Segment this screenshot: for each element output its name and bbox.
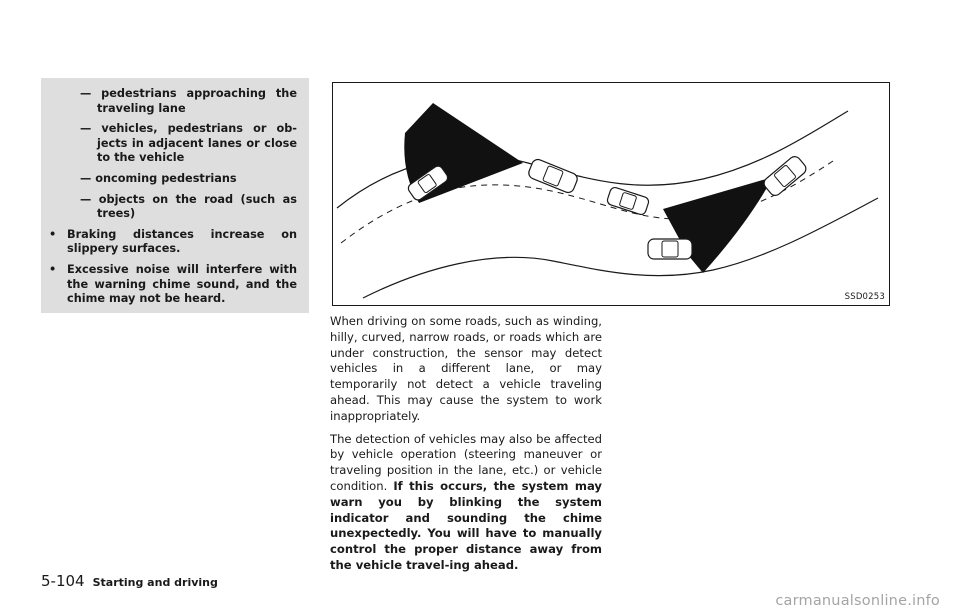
- paragraph-bold-text: If this occurs, the system may warn you by blinking the system indicator and sounding the chime unexpectedly. You will have to manually control the proper distance away from the vehicle travel-ing ahead.: [330, 478, 602, 572]
- car-icon: [527, 158, 579, 195]
- body-text: [330, 314, 602, 581]
- list-item: — objects on the road (such as trees): [80, 192, 297, 221]
- list-item: — pedestrians approaching the traveling lane: [80, 87, 297, 115]
- bullet-text: Braking distances increase on slippery surfaces.: [67, 227, 297, 256]
- list-item: — oncoming pedestrians: [80, 171, 237, 185]
- bullet-text: Excessive noise will interfere with the warning chime sound, and the chime may not be heard.: [67, 262, 297, 306]
- bullet-icon: •: [49, 262, 57, 276]
- car-icon: [648, 239, 692, 259]
- paragraph: When driving on some roads, such as winding, hilly, curved, narrow roads, or roads which are under construction, the sensor may detect vehicles in a different lane, or may temporarily not detect a vehicle traveling ahead. This may cause the system to work inappropriately.: [330, 314, 602, 423]
- figure-label: SSD0253: [844, 292, 885, 302]
- paragraph-text: The detection of vehicles may also be affected by vehicle operation (steering maneuver or traveling position in the lane, etc.) or vehicle condition.: [330, 431, 602, 493]
- section-title: Starting and driving: [92, 576, 218, 589]
- bullet-item: [49, 263, 297, 307]
- car-icon: [606, 186, 650, 215]
- curved-road-diagram: [333, 83, 889, 305]
- car-icon: [762, 154, 809, 198]
- road-edge-lower: [363, 198, 878, 298]
- list-item: — vehicles, pedestrians or ob-jects in adjacent lanes or close to the vehicle: [80, 122, 297, 165]
- road-illustration: [332, 82, 890, 306]
- paragraph: [330, 432, 602, 574]
- page-footer: [41, 571, 218, 590]
- watermark: carmanualsonline.info: [775, 593, 940, 609]
- bullet-icon: •: [49, 227, 57, 241]
- warning-box: [41, 78, 309, 313]
- page-number: 5-104: [41, 572, 85, 590]
- bullet-item: [49, 228, 297, 257]
